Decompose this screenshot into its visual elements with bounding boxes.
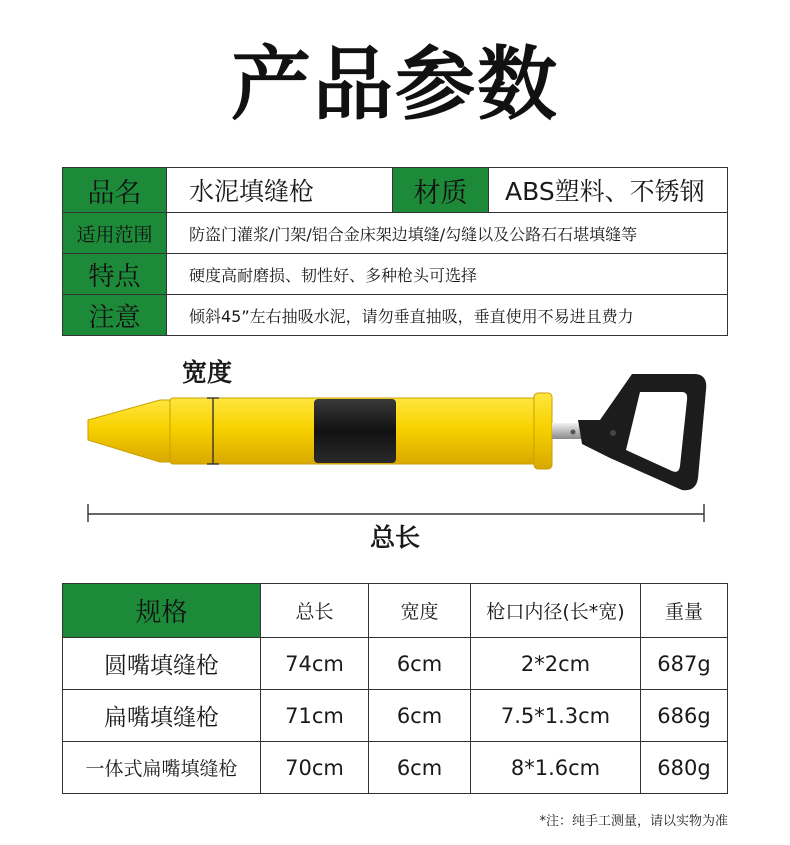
param-value-name: 水泥填缝枪	[167, 168, 393, 213]
param-value-material: ABS塑料、不锈钢	[489, 168, 728, 213]
spec-header-row	[63, 584, 728, 638]
spec-cell-name: 一体式扁嘴填缝枪	[63, 742, 261, 794]
spec-header-length: 总长	[261, 584, 369, 638]
spec-cell-name: 扁嘴填缝枪	[63, 690, 261, 742]
spec-header-width: 宽度	[369, 584, 471, 638]
table-row	[63, 690, 728, 742]
param-label-feature: 特点	[63, 254, 167, 295]
page-title: 产品参数	[231, 38, 559, 131]
spec-header-spec: 规格	[63, 584, 261, 638]
param-row-feature	[63, 254, 728, 295]
param-row-notice	[63, 295, 728, 336]
spec-cell-name: 圆嘴填缝枪	[63, 638, 261, 690]
spec-cell-length: 74cm	[261, 638, 369, 690]
param-row-name	[63, 168, 728, 213]
handle-screw	[610, 430, 616, 436]
param-value-usage: 防盗门灌浆/门架/铝合金床架边填缝/勾缝以及公路石石堪填缝等	[167, 213, 728, 254]
nozzle	[88, 400, 170, 462]
spec-cell-muzzle: 7.5*1.3cm	[471, 690, 641, 742]
piston-rod	[552, 423, 582, 439]
handle-screw	[571, 430, 576, 435]
param-label-name: 品名	[63, 168, 167, 213]
handle	[578, 374, 706, 490]
width-dimension-label: 宽度	[182, 358, 233, 387]
spec-cell-width: 6cm	[369, 690, 471, 742]
param-label-notice: 注意	[63, 295, 167, 336]
spec-cell-muzzle: 8*1.6cm	[471, 742, 641, 794]
param-label-material: 材质	[393, 168, 489, 213]
spec-cell-length: 71cm	[261, 690, 369, 742]
spec-cell-width: 6cm	[369, 742, 471, 794]
spec-cell-weight: 687g	[641, 638, 728, 690]
spec-cell-length: 70cm	[261, 742, 369, 794]
spec-cell-weight: 686g	[641, 690, 728, 742]
spec-header-muzzle: 枪口内径(长*宽)	[471, 584, 641, 638]
param-value-notice: 倾斜45”左右抽吸水泥，请勿垂直抽吸，垂直使用不易进且费力	[167, 295, 728, 336]
parameter-table	[62, 167, 728, 336]
param-row-usage	[63, 213, 728, 254]
spec-header-weight: 重量	[641, 584, 728, 638]
rubber-grip	[314, 399, 396, 463]
spec-cell-width: 6cm	[369, 638, 471, 690]
spec-table	[62, 583, 728, 794]
spec-cell-muzzle: 2*2cm	[471, 638, 641, 690]
total-length-label: 总长	[369, 523, 420, 552]
table-row	[63, 638, 728, 690]
table-row	[63, 742, 728, 794]
spec-cell-weight: 680g	[641, 742, 728, 794]
param-label-usage: 适用范围	[63, 213, 167, 254]
param-value-feature: 硬度高耐磨损、韧性好、多种枪头可选择	[167, 254, 728, 295]
measurement-note: *注：纯手工测量，请以实物为准	[539, 814, 728, 829]
end-cap	[534, 393, 552, 469]
